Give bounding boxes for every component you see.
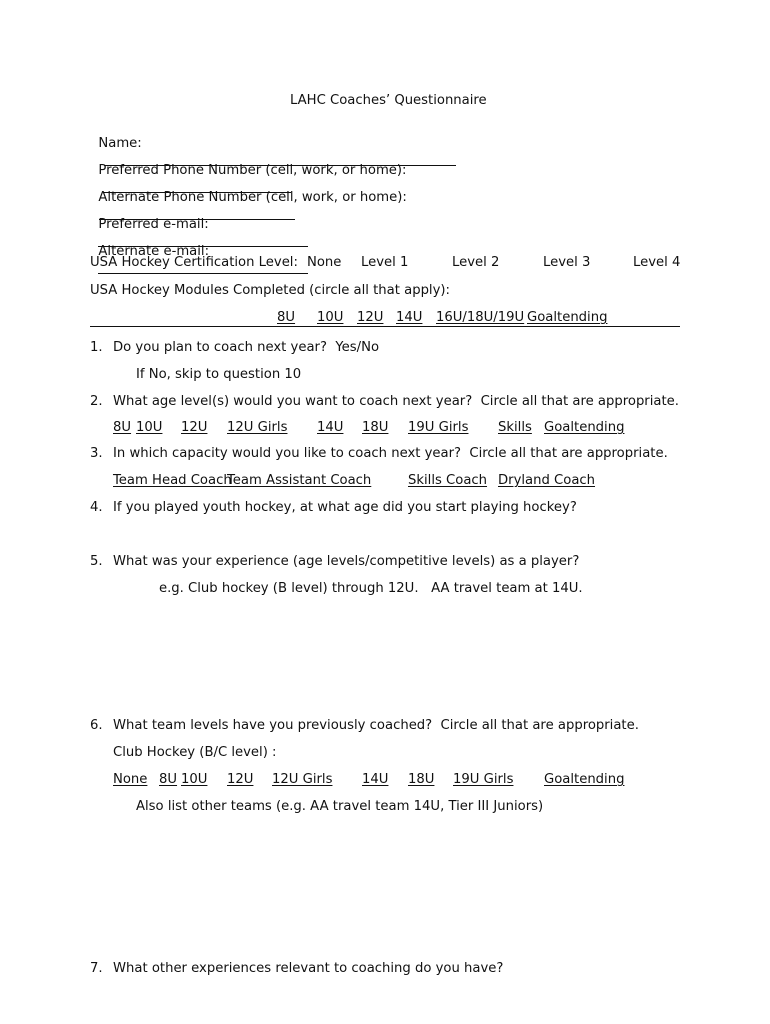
q2-number: 2. <box>90 394 103 409</box>
module-option-8u[interactable]: 8U <box>277 310 296 325</box>
section-divider <box>90 326 680 327</box>
module-option-10u[interactable]: 10U <box>317 310 344 325</box>
certification-label: USA Hockey Certification Level: <box>90 255 298 270</box>
q5-number: 5. <box>90 554 103 569</box>
q4-number: 4. <box>90 500 103 515</box>
q6-option-8u[interactable]: 8U <box>159 772 178 787</box>
module-option-12u[interactable]: 12U <box>357 310 384 325</box>
q4-text: If you played youth hockey, at what age did you start playing hockey? <box>113 500 577 515</box>
module-option-goaltending[interactable]: Goaltending <box>527 310 608 325</box>
q2-option-12u[interactable]: 12U <box>181 420 208 435</box>
q3-option-dryland-coach[interactable]: Dryland Coach <box>498 473 596 488</box>
q3-option-head-coach[interactable]: Team Head Coach <box>113 473 232 488</box>
q2-text: What age level(s) would you want to coach next year? Circle all that are appropriate. <box>113 394 679 409</box>
q1-number: 1. <box>90 340 103 355</box>
q2-option-goaltending[interactable]: Goaltending <box>544 420 625 435</box>
q7-number: 7. <box>90 961 103 976</box>
cert-option-level-3[interactable]: Level 3 <box>543 255 591 270</box>
preferred-email-label: Preferred e-mail: <box>98 217 209 232</box>
q6-option-18u[interactable]: 18U <box>408 772 435 787</box>
q1-text: Do you plan to coach next year? Yes/No <box>113 340 380 355</box>
q3-number: 3. <box>90 446 103 461</box>
q6-option-none[interactable]: None <box>113 772 148 787</box>
alternate-phone-label: Alternate Phone Number (cell, work, or home): <box>98 190 407 205</box>
q6-option-10u[interactable]: 10U <box>181 772 208 787</box>
q6-text: What team levels have you previously coached? Circle all that are appropriate. <box>113 718 639 733</box>
q2-option-10u[interactable]: 10U <box>136 420 163 435</box>
q2-option-18u[interactable]: 18U <box>362 420 389 435</box>
cert-option-none[interactable]: None <box>307 255 342 270</box>
q6-option-goaltending[interactable]: Goaltending <box>544 772 625 787</box>
q6-option-14u[interactable]: 14U <box>362 772 389 787</box>
q3-option-assistant-coach[interactable]: Team Assistant Coach <box>227 473 372 488</box>
q6-also-text: Also list other teams (e.g. AA travel team 14U, Tier III Juniors) <box>136 799 544 814</box>
modules-label: USA Hockey Modules Completed (circle all that apply): <box>90 283 450 298</box>
q2-option-14u[interactable]: 14U <box>317 420 344 435</box>
q2-option-12u-girls[interactable]: 12U Girls <box>227 420 288 435</box>
q2-option-19u-girls[interactable]: 19U Girls <box>408 420 469 435</box>
q5-text: What was your experience (age levels/competitive levels) as a player? <box>113 554 580 569</box>
q1-sub: If No, skip to question 10 <box>136 367 302 382</box>
q7-text: What other experiences relevant to coaching do you have? <box>113 961 504 976</box>
alternate-email-label: Alternate e-mail: <box>98 244 210 259</box>
q3-text: In which capacity would you like to coach next year? Circle all that are appropriate. <box>113 446 668 461</box>
preferred-phone-label: Preferred Phone Number (cell, work, or home): <box>98 163 407 178</box>
cert-option-level-2[interactable]: Level 2 <box>452 255 500 270</box>
cert-option-level-4[interactable]: Level 4 <box>633 255 681 270</box>
q6-option-19u-girls[interactable]: 19U Girls <box>453 772 514 787</box>
q5-example: e.g. Club hockey (B level) through 12U. AA travel team at 14U. <box>159 581 583 596</box>
module-option-16u-18u-19u[interactable]: 16U/18U/19U <box>436 310 525 325</box>
q6-option-12u[interactable]: 12U <box>227 772 254 787</box>
q3-option-skills-coach[interactable]: Skills Coach <box>408 473 488 488</box>
page-title: LAHC Coaches’ Questionnaire <box>290 93 487 108</box>
q6-club-label: Club Hockey (B/C level) : <box>113 745 277 760</box>
q6-number: 6. <box>90 718 103 733</box>
q6-option-12u-girls[interactable]: 12U Girls <box>272 772 333 787</box>
alternate-email-field[interactable] <box>90 228 308 279</box>
q2-option-8u[interactable]: 8U <box>113 420 132 435</box>
cert-option-level-1[interactable]: Level 1 <box>361 255 409 270</box>
q2-option-skills[interactable]: Skills <box>498 420 532 435</box>
name-label: Name: <box>98 136 142 151</box>
module-option-14u[interactable]: 14U <box>396 310 423 325</box>
